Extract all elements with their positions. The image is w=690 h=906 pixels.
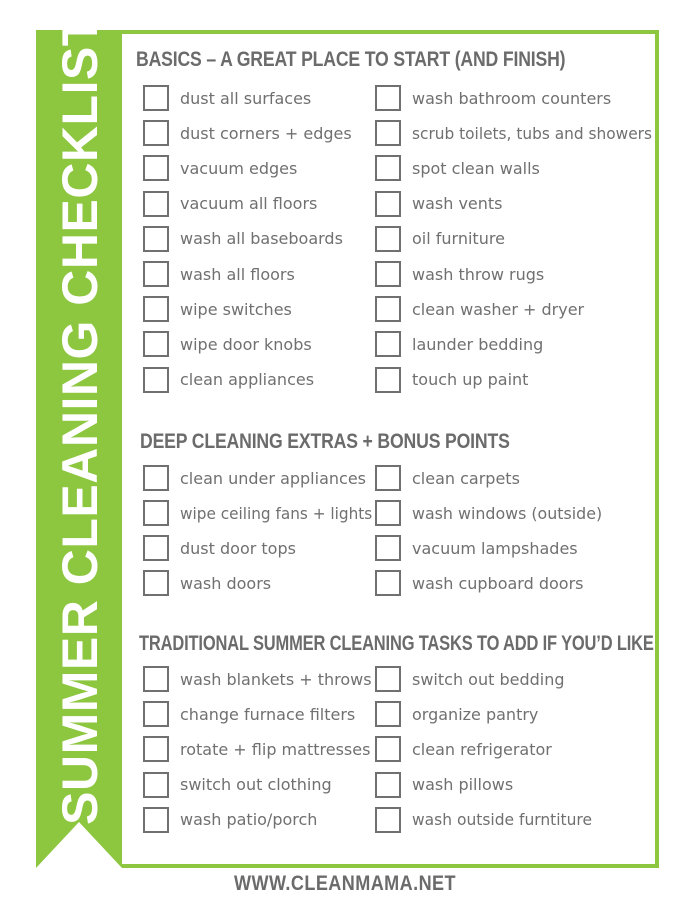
checkbox-organize-pantry[interactable]: [375, 701, 401, 727]
checkbox-clean-under-appliances[interactable]: [143, 465, 169, 491]
checklist-item-label: launder bedding: [412, 334, 544, 354]
checklist-item[interactable]: [375, 331, 543, 357]
checkbox-clean-carpets[interactable]: [375, 465, 401, 491]
checkbox-wipe-switches[interactable]: [143, 296, 169, 322]
checklist-item-label: wash outside furntiture: [412, 810, 592, 830]
checklist-item[interactable]: [375, 296, 584, 322]
checkbox-launder-bedding[interactable]: [375, 331, 401, 357]
checkbox-wash-patio-porch[interactable]: [143, 807, 169, 833]
checklist-item-label: scrub toilets, tubs and showers: [412, 123, 652, 143]
checklist-item-label: dust corners + edges: [180, 123, 352, 143]
checkbox-wipe-door-knobs[interactable]: [143, 331, 169, 357]
checklist-item-label: oil furniture: [412, 229, 505, 249]
checklist-item-label: spot clean walls: [412, 158, 540, 178]
checklist-item-label: vacuum lampshades: [412, 538, 578, 558]
checkbox-wash-bathroom-counters[interactable]: [375, 85, 401, 111]
checkbox-change-furnace-filters[interactable]: [143, 701, 169, 727]
checklist-item-label: clean carpets: [412, 468, 520, 488]
checkbox-clean-refrigerator[interactable]: [375, 736, 401, 762]
checklist-item-label: clean washer + dryer: [412, 299, 585, 319]
checklist-item[interactable]: [375, 500, 604, 526]
checklist-item[interactable]: [375, 261, 544, 287]
checklist-item[interactable]: [143, 226, 343, 252]
checklist-item[interactable]: [375, 155, 540, 181]
checklist-item-label: switch out bedding: [412, 669, 565, 689]
checkbox-wash-all-baseboards[interactable]: [143, 226, 169, 252]
checklist-item-label: wash all floors: [180, 264, 295, 284]
checkbox-switch-out-clothing[interactable]: [143, 772, 169, 798]
checklist-item[interactable]: [375, 772, 513, 798]
checklist-item[interactable]: [143, 191, 317, 217]
checklist-item[interactable]: [143, 296, 292, 322]
checklist-item-label: wash blankets + throws: [180, 669, 372, 689]
checklist-item-label: dust door tops: [180, 538, 296, 558]
checkbox-vacuum-lampshades[interactable]: [375, 535, 401, 561]
checklist-item[interactable]: [143, 535, 296, 561]
checkbox-dust-door-tops[interactable]: [143, 535, 169, 561]
checklist-item-label: wash patio/porch: [180, 810, 318, 830]
checklist-item-label: touch up paint: [412, 370, 529, 390]
checkbox-vacuum-all-floors[interactable]: [143, 191, 169, 217]
checklist-item-label: vacuum all floors: [180, 194, 318, 214]
checkbox-wash-doors[interactable]: [143, 570, 169, 596]
checklist-item-label: wash doors: [180, 573, 272, 593]
checklist-item[interactable]: [375, 666, 565, 692]
checklist-item[interactable]: [375, 226, 505, 252]
checklist-item[interactable]: [375, 367, 528, 393]
checklist-item-label: wash pillows: [412, 775, 514, 795]
checklist-item-label: wipe switches: [180, 299, 292, 319]
checklist-item-label: switch out clothing: [180, 775, 332, 795]
checkbox-oil-furniture[interactable]: [375, 226, 401, 252]
checklist-item[interactable]: [375, 85, 611, 111]
checkbox-scrub-toilets-tubs-and-showers[interactable]: [375, 120, 401, 146]
checklist-item[interactable]: [143, 570, 271, 596]
checkbox-spot-clean-walls[interactable]: [375, 155, 401, 181]
checkbox-wash-blankets-throws[interactable]: [143, 666, 169, 692]
checkbox-dust-corners-edges[interactable]: [143, 120, 169, 146]
checklist-item-label: clean appliances: [180, 370, 315, 390]
checklist-item-label: clean under appliances: [180, 468, 366, 488]
section-title-2: DEEP CLEANING EXTRAS + BONUS POINTS: [140, 430, 510, 453]
section-title-3: TRADITIONAL SUMMER CLEANING TASKS TO ADD IF YOU’D LIKE: [139, 632, 654, 655]
checkbox-wipe-ceiling-fans-lights[interactable]: [143, 500, 169, 526]
checkbox-wash-vents[interactable]: [375, 191, 401, 217]
checklist-item-label: wash windows (outside): [412, 503, 603, 523]
checklist-item-label: wash bathroom counters: [412, 88, 612, 108]
checklist-item-label: dust all surfaces: [180, 88, 312, 108]
checklist-item-label: change furnace filters: [180, 704, 356, 724]
checklist-item-label: wash all baseboards: [180, 229, 343, 249]
checkbox-wash-outside-furntiture[interactable]: [375, 807, 401, 833]
checklist-item-label: organize pantry: [412, 704, 539, 724]
checklist-item-label: rotate + flip mattresses: [180, 739, 371, 759]
checkbox-wash-cupboard-doors[interactable]: [375, 570, 401, 596]
checklist-item[interactable]: [143, 666, 372, 692]
checklist-item[interactable]: [375, 807, 598, 833]
checklist-item[interactable]: [143, 736, 370, 762]
checklist-item[interactable]: [375, 535, 578, 561]
checkbox-wash-all-floors[interactable]: [143, 261, 169, 287]
checklist-item[interactable]: [143, 367, 314, 393]
checkbox-touch-up-paint[interactable]: [375, 367, 401, 393]
checklist-item-label: vacuum edges: [180, 158, 298, 178]
section-title-1: BASICS – A GREAT PLACE TO START (AND FINISH): [136, 48, 566, 71]
checklist-item[interactable]: [143, 331, 312, 357]
checklist-item[interactable]: [375, 191, 503, 217]
checkbox-vacuum-edges[interactable]: [143, 155, 169, 181]
checklist-item-label: wipe door knobs: [180, 334, 312, 354]
checklist-item[interactable]: [143, 807, 317, 833]
checklist-item[interactable]: [143, 120, 352, 146]
checklist-item[interactable]: [143, 701, 355, 727]
checklist-item[interactable]: [375, 701, 538, 727]
checklist-item-label: wash cupboard doors: [412, 573, 584, 593]
checkbox-rotate-flip-mattresses[interactable]: [143, 736, 169, 762]
checkbox-wash-throw-rugs[interactable]: [375, 261, 401, 287]
checklist-item[interactable]: [375, 465, 520, 491]
checklist-item[interactable]: [143, 261, 295, 287]
checklist-item[interactable]: [143, 772, 332, 798]
checklist-item[interactable]: [375, 570, 583, 596]
checklist-item[interactable]: [143, 500, 381, 526]
checkbox-switch-out-bedding[interactable]: [375, 666, 401, 692]
checkbox-wash-windows-outside[interactable]: [375, 500, 401, 526]
corner-notch: [36, 822, 122, 868]
checkbox-wash-pillows[interactable]: [375, 772, 401, 798]
checklist-item[interactable]: [143, 465, 366, 491]
checklist-item[interactable]: [375, 120, 662, 146]
checklist-item[interactable]: [143, 85, 311, 111]
checkbox-dust-all-surfaces[interactable]: [143, 85, 169, 111]
page-title: SUMMER CLEANING CHECKLIST: [52, 15, 108, 825]
checklist-item[interactable]: [143, 155, 297, 181]
checkbox-clean-appliances[interactable]: [143, 367, 169, 393]
checklist-item-label: wash vents: [412, 194, 503, 214]
checklist-item[interactable]: [375, 736, 552, 762]
checklist-item-label: wash throw rugs: [412, 264, 545, 284]
checklist-item-label: clean refrigerator: [412, 739, 552, 759]
checkbox-clean-washer-dryer[interactable]: [375, 296, 401, 322]
checklist-item-label: wipe ceiling fans + lights: [180, 503, 373, 523]
footer-url[interactable]: WWW.CLEANMAMA.NET: [234, 872, 456, 895]
